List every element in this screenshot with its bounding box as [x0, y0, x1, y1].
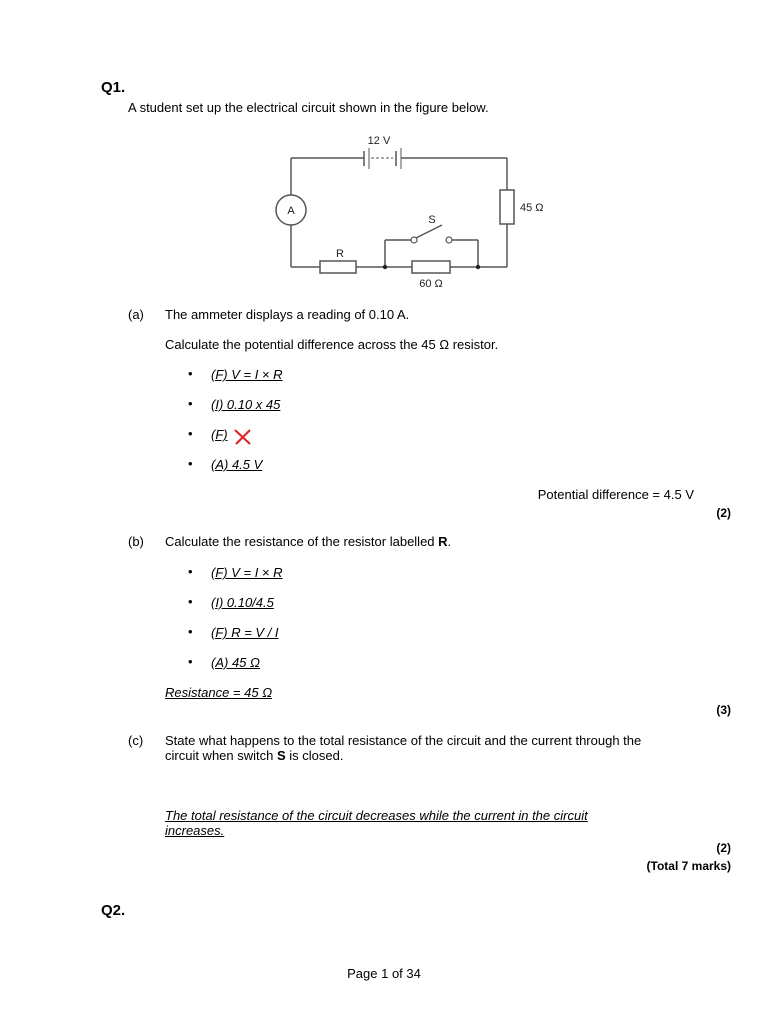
bullet-dot: •: [188, 366, 193, 381]
part-c-answer-line2: increases.: [165, 823, 225, 838]
battery-label: 12 V: [367, 135, 391, 147]
part-a-bullet-2: (I) 0.10 x 45: [211, 397, 281, 412]
resistor-45-label: 45 Ω: [520, 202, 544, 214]
q1-heading: Q1.: [101, 79, 126, 96]
part-a-stem: The ammeter displays a reading of 0.10 A.: [165, 307, 410, 322]
cross-mark-icon: [233, 428, 253, 446]
part-b-bullet-4: (A) 45 Ω: [211, 655, 260, 670]
part-c-stem-line2: circuit when switch S is closed.: [165, 748, 344, 763]
bullet-dot: •: [188, 396, 193, 411]
part-a-instruction: Calculate the potential difference across the 45 Ω resistor.: [165, 337, 499, 352]
bullet-dot: •: [188, 624, 193, 639]
part-b-bullet-1: (F) V = I × R: [211, 565, 283, 580]
bullet-dot: •: [188, 654, 193, 669]
q1-intro: A student set up the electrical circuit shown in the figure below.: [128, 100, 489, 115]
part-c-marks: (2): [716, 841, 731, 855]
part-c-stem-line1: State what happens to the total resistance of the circuit and the current through the: [165, 733, 642, 748]
part-a-marks: (2): [716, 506, 731, 520]
part-b-stem: Calculate the resistance of the resistor labelled R.: [165, 534, 452, 549]
bullet-dot: •: [188, 456, 193, 471]
resistor-r-label: R: [336, 248, 344, 260]
circuit-diagram: [268, 128, 558, 293]
part-a-bullet-3: (F): [211, 427, 228, 442]
q2-heading: Q2.: [101, 902, 126, 919]
resistor-r-symbol: [320, 261, 356, 273]
page-number: Page 1 of 34: [347, 966, 421, 981]
switch-label: S: [428, 214, 436, 226]
part-c-answer-line1: The total resistance of the circuit decreases while the current in the circuit: [165, 808, 588, 823]
part-b-marks: (3): [716, 703, 731, 717]
bullet-dot: •: [188, 564, 193, 579]
part-a-label: (a): [128, 307, 144, 322]
part-b-answer: Resistance = 45 Ω: [165, 685, 273, 700]
resistor-60-label: 60 Ω: [419, 278, 443, 290]
resistor-45-symbol: [500, 190, 514, 224]
part-a-bullet-4: (A) 4.5 V: [211, 457, 263, 472]
q1-total-marks: (Total 7 marks): [646, 859, 731, 873]
part-a-answer: Potential difference = 4.5 V: [537, 487, 694, 502]
part-b-bullet-3: (F) R = V / I: [211, 625, 279, 640]
ammeter-label: A: [287, 205, 295, 217]
part-b-label: (b): [128, 534, 144, 549]
battery-symbol: [364, 148, 401, 169]
switch-lever: [416, 225, 442, 238]
part-b-bullet-2: (I) 0.10/4.5: [211, 595, 274, 610]
resistor-60-symbol: [412, 261, 450, 273]
bullet-dot: •: [188, 426, 193, 441]
bullet-dot: •: [188, 594, 193, 609]
part-c-label: (c): [128, 733, 144, 748]
part-a-bullet-1: (F) V = I × R: [211, 367, 283, 382]
